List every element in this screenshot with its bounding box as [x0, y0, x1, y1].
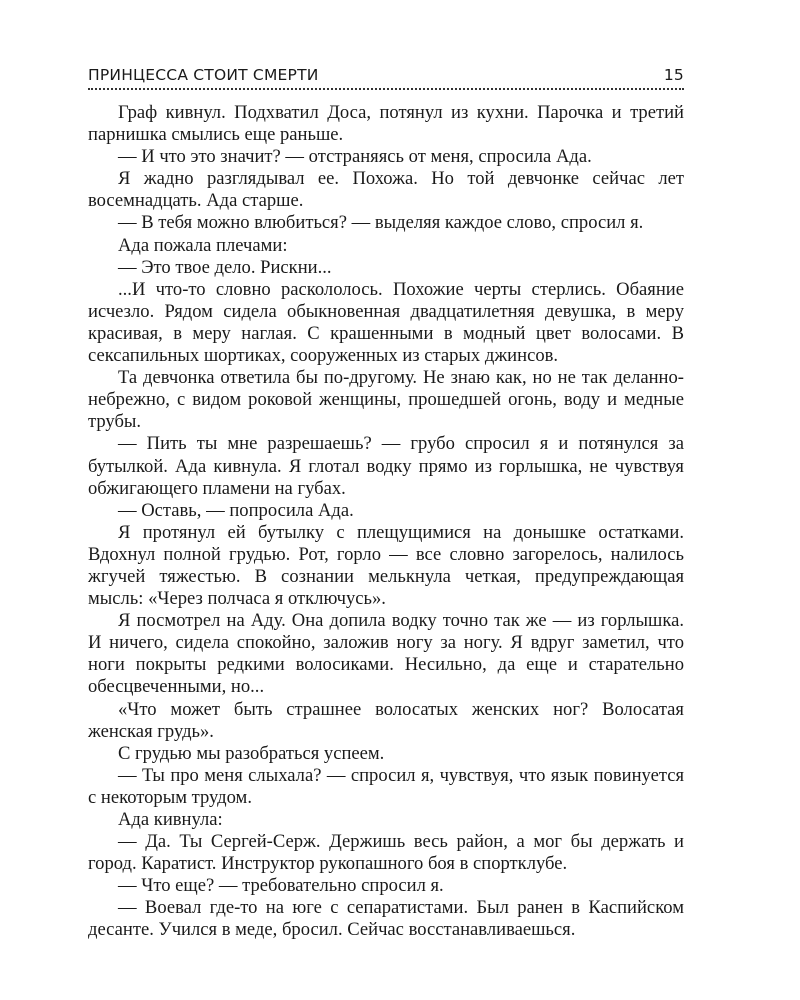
- paragraph: — Что еще? — требовательно спросил я.: [118, 875, 444, 897]
- paragraph: — Ты про меня слыхала? — спросил я, чувствуя, что язык повинуется с некоторым трудом.: [88, 764, 684, 808]
- paragraph: — Пить ты мне разрешаешь? — грубо спросил я и потянулся за бутылкой. Ада кивнула. Я глотал водку прямо из горлышка, не чувствуя обжигающего пламени на губах.: [88, 433, 684, 499]
- paragraph: Граф кивнул. Подхватил Доса, потянул из кухни. Парочка и третий парнишка смылись еще раньше.: [88, 102, 684, 146]
- running-title: ПРИНЦЕССА СТОИТ СМЕРТИ: [88, 66, 319, 84]
- paragraph: — Это твое дело. Рискни...: [118, 256, 332, 278]
- paragraph: — Оставь, — попросила Ада.: [118, 499, 354, 521]
- running-head: [88, 62, 684, 84]
- paragraph: С грудью мы разобраться успеем.: [118, 742, 385, 764]
- paragraph: Та девчонка ответила бы по-другому. Не знаю как, но не так деланно-небрежно, с видом роковой женщины, прошедшей огонь, воду и медные трубы.: [88, 367, 684, 433]
- paragraph: Ада кивнула:: [118, 809, 223, 830]
- body-text: [88, 102, 684, 942]
- header-dotted-divider: [88, 88, 684, 90]
- paragraph: Ада пожала плечами:: [118, 234, 288, 256]
- paragraph: ...И что-то словно раскололось. Похожие черты стерлись. Обаяние исчезло. Рядом сидела обыкновенная двадцатилетняя девушка, в меру красивая, в меру наглая. С крашенными в модный цвет волосами. В сексапильных шортиках, сооруженных из старых джинсов.: [88, 278, 684, 367]
- book-page: [88, 62, 684, 941]
- page-number: 15: [663, 66, 684, 84]
- paragraph: Я протянул ей бутылку с плещущимися на донышке остатками. Вдохнул полной грудью. Рот, горло — все словно загорелось, налилось жгучей тяжестью. В сознании мелькнула четкая, предупреждающая мысль: «Через полчаса я отключусь».: [88, 521, 684, 610]
- paragraph: Я жадно разглядывал ее. Похожа. Но той девчонке сейчас лет восемнадцать. Ада старше.: [88, 168, 684, 212]
- paragraph: — В тебя можно влюбиться? — выделяя каждое слово, спросил я.: [118, 212, 644, 234]
- paragraph: — И что это значит? — отстраняясь от меня, спросила Ада.: [118, 146, 592, 168]
- paragraph: Я посмотрел на Аду. Она допила водку точно так же — из горлышка. И ничего, сидела спокойно, заложив ногу за ногу. Я вдруг заметил, что ноги покрыты редкими волосиками. Несильно, да еще и старательно обесцвеченными, но...: [88, 610, 684, 698]
- paragraph: — Да. Ты Сергей-Серж. Держишь весь район, а мог бы держать и город. Каратист. Инструктор рукопашного боя в спортклубе.: [88, 831, 684, 875]
- paragraph: «Что может быть страшнее волосатых женских ног? Волосатая женская грудь».: [88, 698, 684, 742]
- paragraph: — Воевал где-то на юге с сепаратистами. Был ранен в Каспийском десанте. Учился в меде, бросил. Сейчас восстанавливаешься.: [88, 897, 684, 941]
